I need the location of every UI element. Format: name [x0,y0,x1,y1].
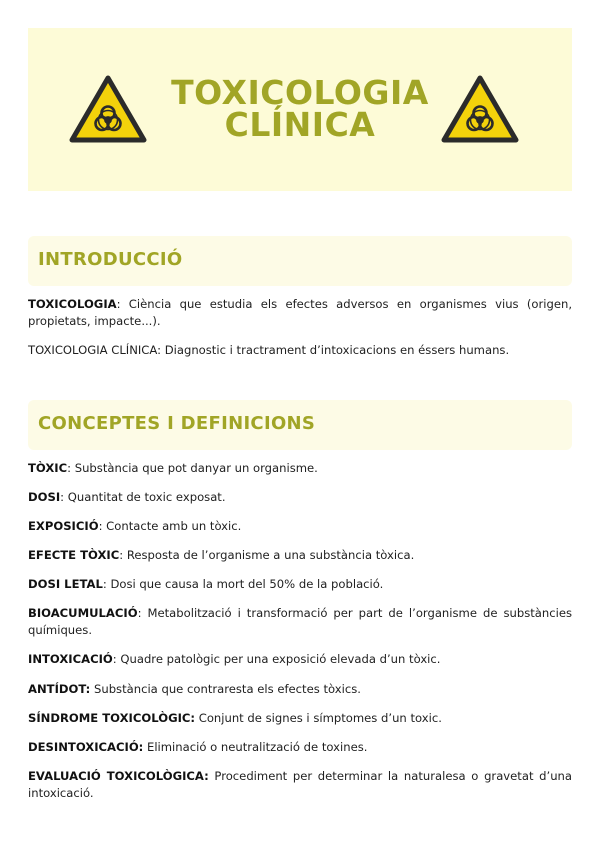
definition-item [28,489,572,506]
definition-item [28,681,572,698]
definition-term: TOXICOLOGIA [28,297,117,311]
definition-term: DOSI LETAL [28,577,103,591]
definition-item [28,710,572,727]
definition-item [28,296,572,330]
definition-text: : Dosi que causa la mort del 50% de la població. [102,577,384,591]
definition-item [28,768,572,802]
definition-text: TOXICOLOGIA CLÍNICA: Diagnostic i tractrament d’intoxicacions en éssers humans. [28,343,510,357]
definition-item [28,576,572,593]
definition-term: EVALUACIÓ TOXICOLÒGICA: [28,769,209,783]
definition-text: Conjunt de signes i símptomes d’un toxic. [195,711,442,725]
definition-text: : Resposta de l’organisme a una substància tòxica. [119,548,415,562]
definition-term: SÍNDROME TOXICOLÒGIC: [28,711,196,725]
definition-term: EXPOSICIÓ [28,519,99,533]
page-title-line2: CLÍNICA [224,105,376,144]
page-title-line1: TOXICOLOGIA [171,73,429,112]
definition-text: : Substància que pot danyar un organisme. [67,461,318,475]
definition-item [28,605,572,639]
definition-item [28,651,572,668]
definition-item [28,460,572,477]
definition-term: BIOACUMULACIÓ [28,606,138,620]
definition-item [28,342,572,359]
definition-text: : Ciència que estudia els efectes adversos en organismes vius (origen, propietats, impacte...). [28,297,572,328]
section-heading: INTRODUCCIÓ [38,249,183,270]
section-header-introduccio [28,236,572,286]
definition-text: : Metabolització i transformació per part de l’organisme de substàncies químiques. [28,606,572,637]
definition-item [28,739,572,756]
section-header-conceptes [28,400,572,450]
biohazard-warning-icon [441,75,519,143]
definition-text: : Quadre patològic per una exposició elevada d’un tòxic. [112,652,441,666]
definition-text: Substància que contraresta els efectes tòxics. [90,682,361,696]
definition-text: Procediment per determinar la naturalesa o gravetat d’una intoxicació. [28,769,572,800]
definition-term: ANTÍDOT: [28,682,91,696]
definition-term: DOSI [28,490,61,504]
definition-term: DESINTOXICACIÓ: [28,740,144,754]
definition-text: : Quantitat de toxic exposat. [60,490,226,504]
section-heading: CONCEPTES I DEFINICIONS [38,413,316,434]
definition-term: EFECTE TÒXIC [28,548,120,562]
definition-text: : Contacte amb un tòxic. [98,519,242,533]
biohazard-warning-icon [69,75,147,143]
definition-text: Eliminació o neutralització de toxines. [143,740,368,754]
definition-item [28,547,572,564]
definition-term: INTOXICACIÓ [28,652,113,666]
definition-item [28,518,572,535]
definition-term: TÒXIC [28,461,68,475]
